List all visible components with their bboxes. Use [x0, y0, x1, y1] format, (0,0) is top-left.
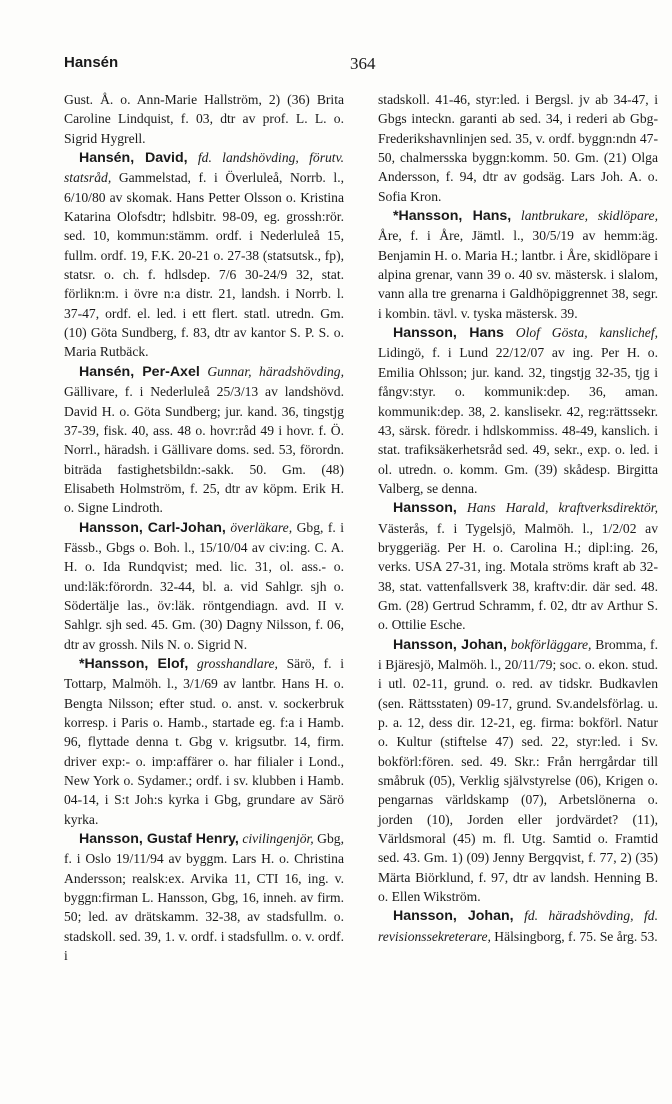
entry-headword: Hansson, Carl-Johan, [78, 519, 226, 536]
entry-title: fd. häradshövding, fd. revisionssekreterare, [378, 908, 658, 944]
left-column [64, 90, 344, 965]
entry-text: Hälsingborg, f. 75. Se årg. 53. [494, 928, 658, 944]
entry [378, 323, 658, 498]
entry [64, 362, 344, 518]
entry-text: Gust. Å. o. Ann-Marie Hallström, 2) (36) Brita Caroline Lindquist, f. 03, dtr av prof. L. L. o. Sigrid Hygrell. [64, 92, 344, 146]
entry-title: bokförläggare, [510, 636, 592, 652]
entry-text: Gällivare, f. i Nederluleå 25/3/13 av landshövd. David H. o. Göta Sundberg; jur. kand. 36, tingstjg 37-39, fisk. 40, ass. 48 o. hovr:råd 49 i hovr. f. Ö. Norrl., häradsh. i Gällivare doms. sed. 53, förordn. biträda fastighetsbildn:-sakk. 50. Gm. (48) Elisabeth Holmström, f. 25, dtr av köpm. Erik H. o. Signe Lindroth. [64, 384, 344, 516]
entry-title: lantbrukare, skidlöpare, [520, 208, 658, 224]
entry-headword: Hansson, [392, 500, 457, 517]
entry-text: Gbg, f. i Fässb., Gbgs o. Boh. l., 15/10/04 av civ:ing. C. A. H. o. Ida Rundqvist; med. lic. 31, ol. ass.- o. und:läk:förordn. 32-44, bl. a. vid Sahlgr. sjh o. Södertälje las., öv:läk. röntgendiagn. avd. II v. Sahlgr. sjh sed. 45. Gm. (30) Dagny Nilsson, f. 06, dtr av grossh. Nils N. o. Sigrid N. [64, 519, 344, 652]
page-number: 364 [350, 54, 376, 73]
entry-text: Gammelstad, f. i Överluleå, Norrb. l., 6/10/80 av skomak. Hans Petter Olsson o. Kristina Katarina Olofsdtr; hdlsbitr. 98-09, eg. grossh:rör. sed. 10, kommun:stämm. ordf. i Nederluleå 15, fullm. ordf. 19, F.K. 20-21 o. 27-38 (statsutsk., fp), statsr. o. ch. f. hdlsdep. 7/6 30-24/9 32, stat. förlikn:m. i övre n:a distr. 21, landsh. i Norrb. l. 37-47, ordf. el. led. i ett flert. statl. utredn. Gm. (10) Göta Sundberg, f. 83, dtr av kantor S. P. S. o. Maria Rutbäck. [64, 170, 344, 360]
entry [64, 654, 344, 829]
entry-text: Åre, f. i Åre, Jämtl. l., 30/5/19 av hemm:äg. Benjamin H. o. Maria H.; lantbr. i Åre, skidlöpare i alpina grenar, vann 39 o. 40 sv. mästersk. i slalom, vann alla tre grenarna i Galdhöpiggrennet 38, segr. i kombin. tävl. v. tyska mästersk. 39. [378, 228, 658, 321]
entry-continuation [64, 90, 344, 148]
entry-headword: *Hansson, Elof, [78, 655, 189, 672]
entry [378, 206, 658, 323]
entry-title: överläkare, [230, 519, 293, 535]
entry-text: Gbg, f. i Oslo 19/11/94 av byggm. Lars H. o. Christina Andersson; realsk:ex. Arvika 11, CTI 16, ing. v. byggn:firman L. Hansson, Gbg, 16, inneh. av firm. 50; led. av drätskamm. 32-38, av stadsfullm. o. stadskoll. sed. 39, 1. v. ordf. i stadsfullm. o. v. ordf. i [64, 831, 344, 964]
entry [378, 498, 658, 634]
entry-headword: Hansén, David, [78, 150, 188, 167]
entry-text: Bromma, f. i Bjäresjö, Malmöh. l., 20/11/79; soc. o. ekon. stud. i utl. 02-11, grund. o. red. av tidskr. Budkavlen (sen. Rättsstaten) 09-17, grund. Sv.andelsförlag. u. p. a. 12, dess dir. 12-21, eg. firma: bokförl. Natur o. Kultur (stiftelse 47) sed. 22, styr:led. i Sv. bokförl:fören. sed. 49. Skr.: Från herrgårdar till småbruk (05), Verklig självstyrelse (06), Krigen o. pengarnas världskamp (07), Arbetslönerna o. jorden (10), Jorden eller jordvärdet? (11), Världsmoral (45) m. fl. Utg. Samtid o. Framtid sed. 43. Gm. 1) (09) Jenny Bergqvist, f. 77, 2) (35) Märta Biörklund, f. 97, dtr av landsh. Henning B. o. Ellen Wikström. [378, 636, 658, 905]
entry-text: Särö, f. i Tottarp, Malmöh. l., 3/1/69 av lantbr. Hans H. o. Bengta Nilsson; efter stud. o. anst. v. sockerbruk korresp. i Paris o. Hamb., startade eg. f:a i Hamb. 96, flyttade denna t. Gbg v. krigsutbr. 14, firm. driver exp:- o. imp:affärer o. har filialer i Lond., New York o. Sydamer.; ordf. i sv. klubben i Hamb. 04-14, i S:t Joh:s kyrka i Gbg, grundare av Särö kyrka. [64, 655, 344, 827]
entry-headword: Hansson, Johan, [392, 908, 514, 925]
entry-title: Hans Harald, kraftverksdirektör, [466, 500, 658, 516]
entry-headword: Hansén, Per-Axel [78, 363, 200, 380]
entry-title: fd. landshövding, förutv. statsråd, [64, 150, 344, 186]
entry-headword: *Hansson, Hans, [392, 208, 512, 225]
entry-text: stadskoll. 41-46, styr:led. i Bergsl. jv ab 34-47, i Gbgs inteckn. garanti ab sed. 34, i rederi ab Gbg-Frederikshavnlinjen sed. 35, v. ordf. byggn:ndn 47-50, chalmersska byggn:komm. 50. Gm. (21) Olga Andersson, f. 94, dtr av godsäg. Lars Joh. A. o. Sofia Kron. [378, 92, 658, 204]
entry-headword: Hansson, Johan, [392, 636, 507, 653]
entry-headword: Hansson, Hans [392, 325, 504, 342]
entry-headword: Hansson, Gustaf Henry, [78, 831, 239, 848]
entry-title: Gunnar, häradshövding, [207, 363, 345, 379]
running-head: Hansén [64, 54, 119, 71]
entry [64, 148, 344, 362]
entry-text: Lidingö, f. i Lund 22/12/07 av ing. Per H. o. Emilia Ohlsson; jur. kand. 32, tingstjg 32-35, tjg i fångv:styr. o. kommunik:dep. 36, aman. kommunik:dep. 38, 2. kanslisekr. 42, reg:rättssekr. 43, särsk. föredr. i hdlskommiss. 48-49, kanslich. i stat. trafiksäkerhetsråd sed. 49, sekr., exp. o. led. i ol. utredn. o. komm. Gm. (39) skådesp. Birgitta Valberg, se denna. [378, 345, 658, 496]
right-column [378, 90, 658, 946]
entry-title: civilingenjör, [242, 831, 314, 847]
page-header [64, 54, 658, 78]
entry [64, 829, 344, 965]
entry [378, 906, 658, 946]
entry-title: Olof Gösta, kanslichef, [515, 325, 658, 341]
entry-title: grosshandlare, [196, 655, 278, 671]
entry-text: Västerås, f. i Tygelsjö, Malmöh. l., 1/2/02 av bryggeriäg. Per H. o. Carolina H.; dipl:ing. 26, verks. USA 27-31, ing. Motala ströms kraft ab 32-38, stat. vattenfallsverk 38, kraftv:dir. där sed. 48. Gm. (28) Gertrud Schramm, f. 02, dtr av Arthur S. o. Ottilie Esche. [378, 520, 658, 633]
entry [378, 635, 658, 907]
entry-continuation [378, 90, 658, 206]
entry [64, 518, 344, 654]
